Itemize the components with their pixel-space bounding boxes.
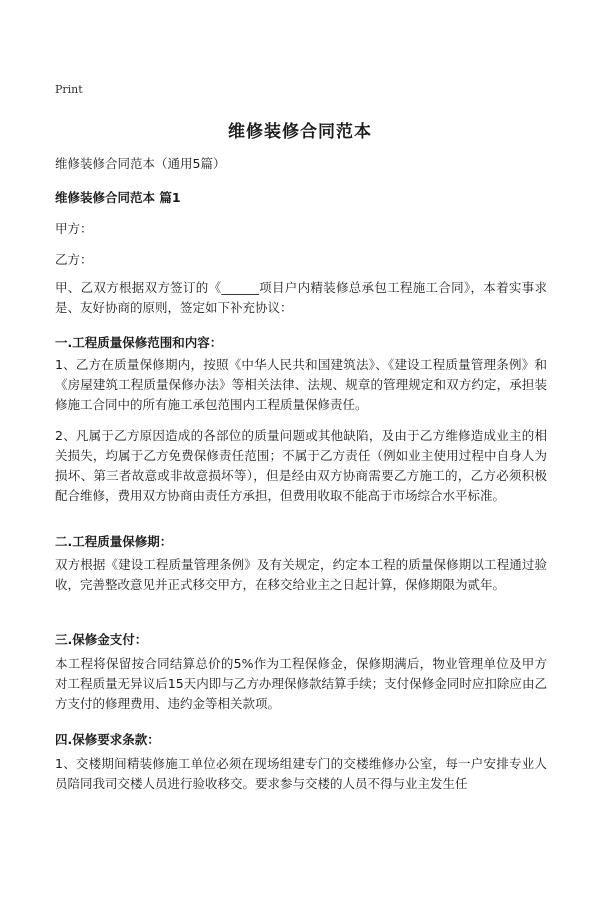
section-4-heading: 四.保修要求条款：: [55, 732, 160, 747]
print-label: Print: [55, 83, 83, 96]
section-title: 维修装修合同范本 篇1: [55, 190, 181, 205]
section-2-heading: 二.工程质量保修期：: [55, 534, 173, 549]
agreement-paragraph: 甲、乙双方根据双方签订的《______项目户内精装修总承包工程施工合同》，本着实事求是、友好协商的原则，签定如下补充协议：: [55, 280, 547, 315]
section-1-paragraph-1: 1、乙方在质量保修期内，按照《中华人民共和国建筑法》、《建设工程质量管理条例》和《房屋建筑工程质量保修办法》等相关法律、法规、规章的管理规定和双方约定，承担装修施工合同中的所有施工承包范围内工程质量保修责任。: [55, 357, 547, 412]
document-title: 维修装修合同范本: [228, 122, 372, 142]
section-4-paragraph: 1、交楼期间精装修施工单位必须在现场组建专门的交楼维修办公室，每一户安排专业人员陪同我司交楼人员进行验收移交。要求参与交楼的人员不得与业主发生任: [55, 756, 547, 791]
section-1-heading: 一.工程质量保修范围和内容：: [55, 335, 223, 350]
party-a-line: 甲方：: [55, 221, 93, 236]
section-3-paragraph: 本工程将保留按合同结算总价的5%作为工程保修金，保修期满后，物业管理单位及甲方对工程质量无异议后15天内即与乙方办理保修款结算手续；支付保修金同时应扣除应由乙方支付的修理费用、违约金等相关款项。: [55, 656, 547, 711]
section-1-paragraph-2: 2、凡属于乙方原因造成的各部位的质量问题或其他缺陷，及由于乙方维修造成业主的相关损失，均属于乙方免费保修责任范围；不属于乙方责任（例如业主使用过程中自身人为损坏、第三者故意或非故意损坏等），但是经由双方协商需要乙方施工的，乙方必须积极配合维修，费用双方协商由责任方承担，但费用收取不能高于市场综合水平标准。: [55, 428, 547, 503]
section-3-heading: 三.保修金支付：: [55, 632, 148, 647]
party-b-line: 乙方：: [55, 252, 93, 267]
section-2-paragraph: 双方根据《建设工程质量管理条例》及有关规定，约定本工程的质量保修期以工程通过验收，完善整改意见并正式移交甲方，在移交给业主之日起计算，保修期限为贰年。: [55, 557, 547, 592]
document-subtitle: 维修装修合同范本（通用5篇）: [55, 156, 226, 171]
